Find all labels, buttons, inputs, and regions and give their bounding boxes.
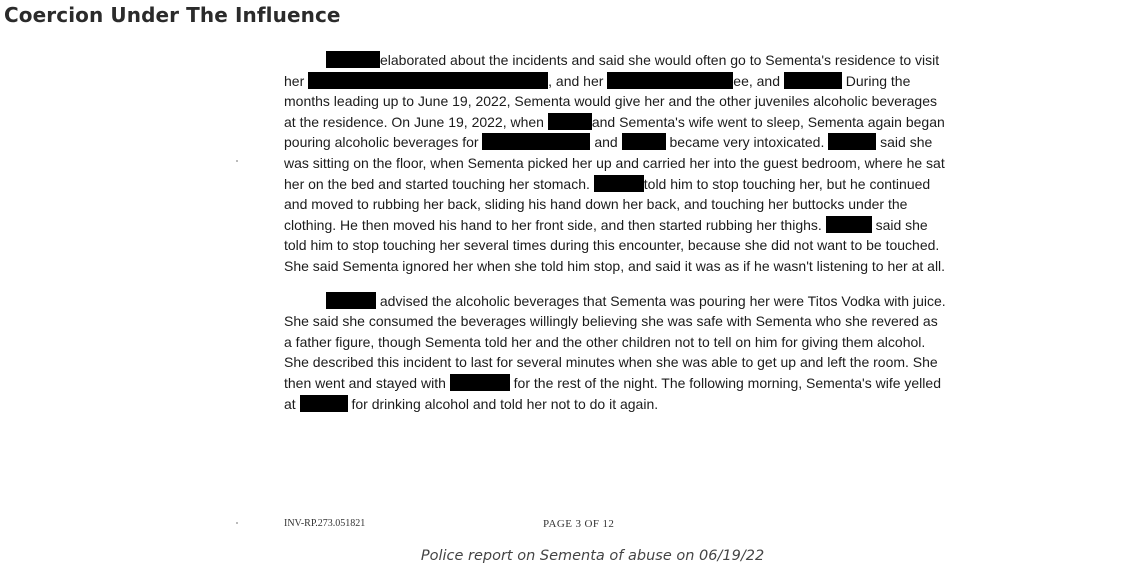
text-run: became very intoxicated. [669,134,825,151]
text-run: , and her [548,72,604,89]
redaction-bar [784,72,842,89]
image-caption: Police report on Sementa of abuse on 06/19/22 [420,548,765,564]
redaction-bar [326,292,376,309]
redaction-bar [326,51,380,68]
redaction-bar [828,133,876,150]
redaction-bar [450,374,510,391]
redaction-bar [548,113,592,130]
text-run: advised the alcoholic beverages that Sementa was pouring her were Titos Vodka with juice. She said she consumed the beverages willingly believing she was safe with Sementa who she revered as a father figure, though Sementa told her and the other children not to tell on him for giving them alcohol. She described this incident to last for several minutes when she was able to get up and left the room. She then went and stayed with [284,292,946,391]
redaction-bar [622,133,666,150]
redaction-bar [300,395,348,412]
text-run: and [594,134,618,151]
text-run: for drinking alcohol and told her not to do it again. [351,395,659,412]
text-run: said she was sitting on the floor, when Sementa picked her up and carried her into the guest bedroom, where he sat her on the bed and started touching her stomach. [284,134,945,192]
text-run: said she told him to stop touching her several times during this encounter, because she did not want to be touched. She said Sementa ignored her when she told him stop, and said it was as if he wasn't listening to her at all. [284,216,946,274]
text-run: told him to stop touching her, but he continued and moved to rubbing her back, sliding his hand down her back, and touching her buttocks under the clothing. He then moved his hand to her front side, and then started rubbing her thighs. [284,175,931,233]
text-run: for the rest of the night. The following morning, Sementa's wife yelled at [284,374,941,412]
police-report-text [284,50,946,414]
text-run: During the months leading up to June 19, 2022, Sementa would give her and the other juveniles alcoholic beverages at the residence. On June 19, 2022, when [284,72,937,130]
scan-speck [236,522,238,524]
text-run: ee, and [733,72,780,89]
page-number: PAGE 3 OF 12 [543,518,615,530]
redaction-bar [607,72,733,89]
text-run: and Sementa's wife went to sleep, Sementa again began pouring alcoholic beverages for [284,113,945,151]
document-id: INV-RP.273.051821 [284,518,366,529]
paragraph-2 [284,291,946,415]
redaction-bar [482,133,590,150]
page-title: Coercion Under The Influence [4,3,341,27]
redaction-bar [594,175,644,192]
scan-speck [236,160,238,162]
text-run: elaborated about the incidents and said she would often go to Sementa's residence to visit her [284,52,940,89]
redaction-bar [826,216,872,233]
redaction-bar [308,72,548,89]
paragraph-1 [284,50,946,277]
